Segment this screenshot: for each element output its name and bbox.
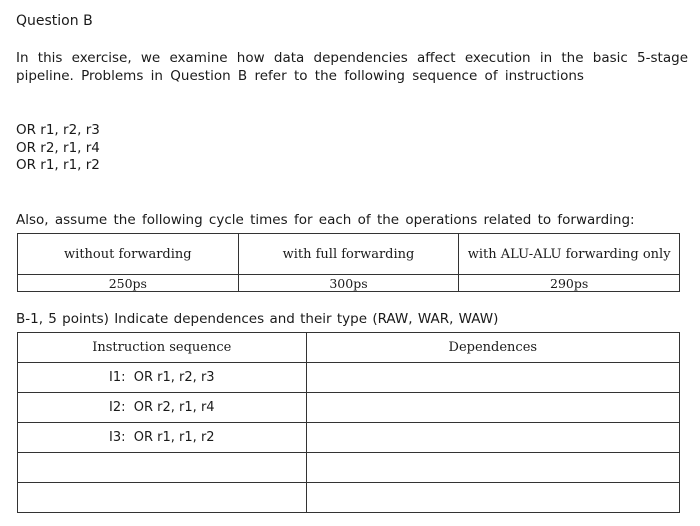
dependences-table (17, 332, 680, 513)
header-full-forwarding: with full forwarding (238, 234, 459, 275)
instruction-cell (18, 453, 307, 483)
cycle-times-table (17, 233, 680, 292)
table-row (18, 363, 680, 393)
dependence-cell[interactable] (306, 453, 679, 483)
instruction-line: OR r2, r1, r4 (16, 139, 100, 156)
dependence-cell[interactable] (306, 483, 679, 513)
dependence-cell[interactable] (306, 393, 679, 423)
table-row (18, 483, 680, 513)
instruction-cell (18, 483, 307, 513)
instruction-line: OR r1, r2, r3 (16, 122, 100, 138)
table-row (18, 453, 680, 483)
intro-paragraph: In this exercise, we examine how data dependencies affect execution in the basic 5-stage pipeline. Problems in Question B refer to the following sequence of instructions (16, 50, 688, 84)
b1-prompt: B-1, 5 points) Indicate dependences and their type (RAW, WAR, WAW) (16, 311, 499, 327)
instruction-cell: I3: OR r1, r1, r2 (18, 423, 307, 453)
cycle-times-intro: Also, assume the following cycle times for each of the operations related to forwarding: (16, 212, 635, 228)
value-without-forwarding: 250ps (18, 275, 239, 292)
table-row (18, 393, 680, 423)
question-title: Question B (16, 13, 93, 29)
header-alu-forwarding: with ALU-ALU forwarding only (459, 234, 680, 275)
instruction-cell: I1: OR r1, r2, r3 (18, 363, 307, 393)
instruction-line: OR r1, r1, r2 (16, 157, 100, 173)
table-row (18, 423, 680, 453)
value-full-forwarding: 300ps (238, 275, 459, 292)
header-instruction-sequence: Instruction sequence (18, 333, 307, 363)
instruction-list (16, 122, 100, 175)
dependence-cell[interactable] (306, 363, 679, 393)
instruction-cell: I2: OR r2, r1, r4 (18, 393, 307, 423)
dependence-cell[interactable] (306, 423, 679, 453)
value-alu-forwarding: 290ps (459, 275, 680, 292)
header-without-forwarding: without forwarding (18, 234, 239, 275)
header-dependences: Dependences (306, 333, 679, 363)
